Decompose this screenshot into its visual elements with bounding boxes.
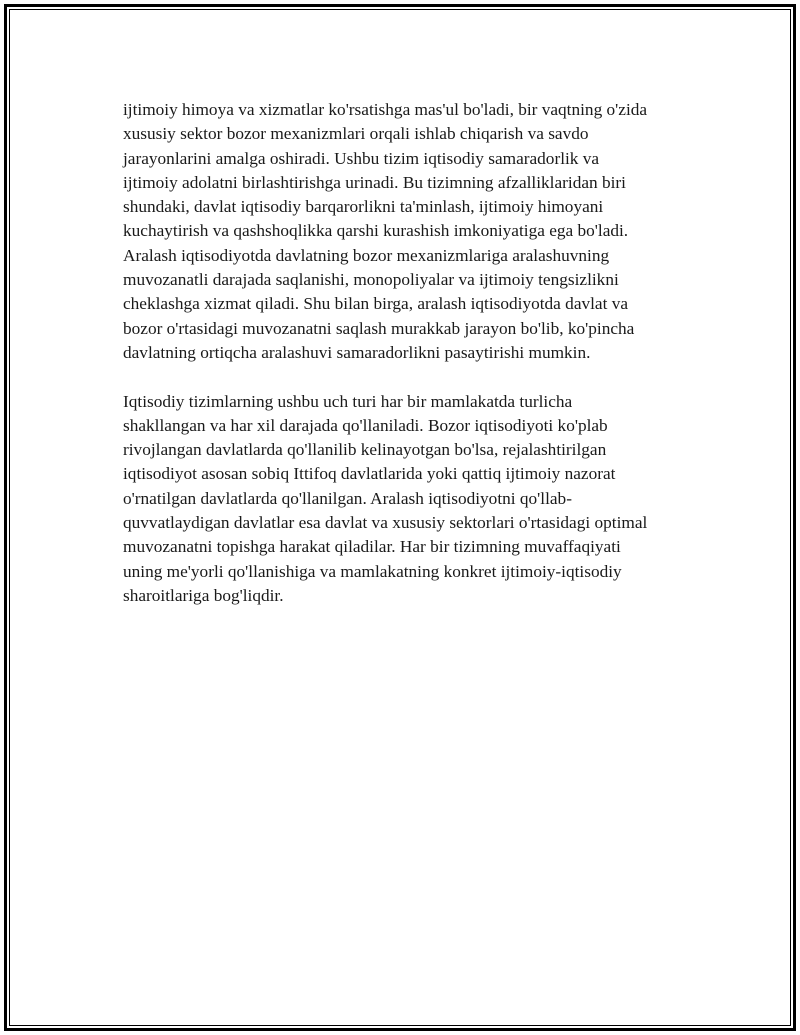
text-line: kuchaytirish va qashshoqlikka qarshi kurashish imkoniyatiga ega bo'ladi. [123,221,629,241]
text-line: iqtisodiyot asosan sobiq Ittifoq davlatlarida yoki qattiq ijtimoiy nazorat [123,464,616,484]
text-line: muvozanatli darajada saqlanishi, monopoliyalar va ijtimoiy tengsizlikni [123,270,619,290]
text-line: o'rnatilgan davlatlarda qo'llanilgan. Aralash iqtisodiyotni qo'llab- [123,488,572,508]
paragraph-1 [123,98,703,365]
text-line: ijtimoiy adolatni birlashtirishga urinadi. Bu tizimning afzalliklaridan biri [123,172,626,192]
text-line: quvvatlaydigan davlatlar esa davlat va xususiy sektorlari o'rtasidagi optimal [123,513,648,533]
text-line: bozor o'rtasidagi muvozanatni saqlash murakkab jarayon bo'lib, ko'pincha [123,318,635,338]
text-line: jarayonlarini amalga oshiradi. Ushbu tizim iqtisodiy samaradorlik va [123,148,600,168]
text-line: davlatning ortiqcha aralashuvi samaradorlikni pasaytirishi mumkin. [123,342,591,362]
text-line: shakllangan va har xil darajada qo'llaniladi. Bozor iqtisodiyoti ko'plab [123,415,608,435]
text-line: sharoitlariga bog'liqdir. [123,585,284,605]
text-line: Aralash iqtisodiyotda davlatning bozor mexanizmlariga aralashuvning [123,245,610,265]
text-line: cheklashga xizmat qiladi. Shu bilan birga, aralash iqtisodiyotda davlat va [123,294,629,314]
page-border [4,4,796,1031]
paragraph-2 [123,390,703,609]
text-line: rivojlangan davlatlarda qo'llanilib kelinayotgan bo'lsa, rejalashtirilgan [123,440,607,460]
document-body [123,98,703,608]
text-line: Iqtisodiy tizimlarning ushbu uch turi har bir mamlakatda turlicha [123,391,573,411]
text-line: muvozanatni topishga harakat qiladilar. Har bir tizimning muvaffaqiyati [123,537,621,557]
text-line: xususiy sektor bozor mexanizmlari orqali ishlab chiqarish va savdo [123,124,589,144]
text-line: shundaki, davlat iqtisodiy barqarorlikni ta'minlash, ijtimoiy himoyani [123,197,604,217]
text-line: uning me'yorli qo'llanishiga va mamlakatning konkret ijtimoiy-iqtisodiy [123,561,622,581]
text-line: ijtimoiy himoya va xizmatlar ko'rsatishga mas'ul bo'ladi, bir vaqtning o'zida [123,100,648,119]
